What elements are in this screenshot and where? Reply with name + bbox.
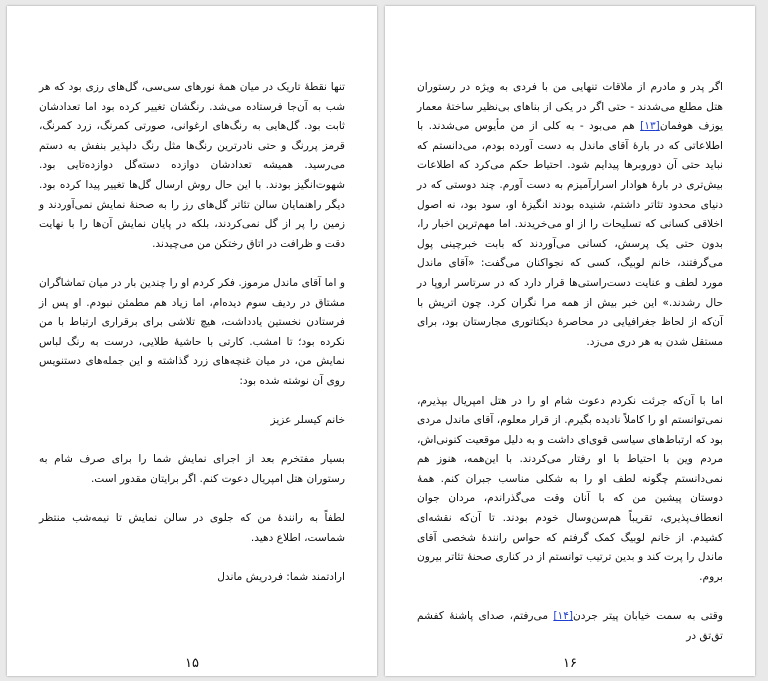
paragraph: و اما آقای ماندل مرموز. فکر کردم او را چندین بار در میان تماشاگران مشتاق در ردیف سوم دیده‌ام، اما زیاد هم مطمئن نبودم. او پس از فرستادن نخستین یادداشت، هیچ تلاشی برای برقراری ارتباط با من نکرده بود؛ تا امشب. کارتی با حاشیهٔ طلایی، درست به رنگ لباس نمایش من، در میان غنچه‌های زرد گذاشته و این جمله‌های دستنویس روی آن نوشته شده بود: (39, 276, 345, 387)
paragraph: اما با آن‌که جرئت نکردم دعوت شام او را در هتل امپریال بپذیرم، نمی‌توانستم او را کاملاً نادیده بگیرم. از قرار معلوم، آقای ماندل مردی بود که ارتباط‌های سیاسی قوی‌ای داشت و به دلیل موقعیت کنونی‌اش، مردم وین با احتیاط با او رفتار می‌کردند. با این‌همه، هنوز هم نمی‌دانستم چگونه لطف او را به شکلی مناسب جبران کنم. همهٔ دوستان پیشین من که با آنان وقت می‌گذراندم، مردان جوان انعطاف‌پذیری، تقریباً هم‌سن‌وسال خودم بودند. تا آن‌که نقشه‌ای کشیدم. از خانم لوبیگ کمک گرفتم که حواس رانندهٔ شخصی آقای ماندل را پرت کند و بدین ترتیب توانستم از در کناری صحنهٔ تئاتر بیرون بروم. (417, 394, 723, 583)
paragraph-text: وقتی به سمت خیابان پیتر جردن (573, 610, 723, 623)
paragraph (417, 607, 723, 646)
paragraph (417, 78, 723, 352)
footnote-link[interactable]: [۱۴] (553, 610, 574, 623)
page-right (385, 6, 755, 676)
page-right-text (417, 78, 723, 646)
page-number: ۱۵ (185, 656, 199, 671)
letter-body: بسیار مفتخرم بعد از اجرای نمایش شما را برای صرف شام به رستوران هتل امپریال دعوت کنم. اگر برایتان مقدور است. (39, 453, 345, 485)
paragraph-text: هم می‌بود - به کلی از من مأیوس می‌شدند. با اطلاعاتی که در بارهٔ آقای ماندل به دست آورده بودم، می‌دانستم که نباید حتی آن دوروبرها پیدایم شود. احتیاط حکم می‌کرد که اطلاعات بیش‌تری در بارهٔ هوادار اسرارآمیزم به دست آورم. چند دوستی که در دنیای محدود تئاتر داشتم، شنیده بودند انگیزهٔ او، سود بود، نه اصول اخلاقی کسانی که تسلیحات را از او می‌خریدند. اما مهم‌ترین اخبار را، بدون حتی یک پرسش، کسانی می‌آوردند که بابت خبرچینی پول می‌گرفتند، خانم لوبیگ، کسی که نجواکنان می‌گفت: «آقای ماندل مورد لطف و عنایت دست‌راستی‌ها قرار دارد که در سرتاسر اروپا در حال رشدند.» این خبر بیش از همه مرا نگران کرد. چون اتریش با آن‌که از لحاظ جغرافیایی در محاصرهٔ دیکتاتوری مجارستان بود، برای مستقل شدن به هر دری می‌زد. (417, 120, 723, 348)
footnote-link[interactable]: [۱۳] (640, 120, 660, 133)
letter-salutation: خانم کیسلر عزیز (270, 414, 345, 427)
paragraph-text: اگر پدر و مادرم از ملاقات تنهایی من با فردی به ویژه در رستوران هتل مطلع می‌شدند - حتی اگر در یکی از بناهای بی‌نظیر ساختهٔ معمار یوزف هوفمان (417, 81, 723, 133)
page-left-text (39, 78, 345, 587)
letter-body: لطفاً به راننده‌ٔ من که جلوی در سالن نمایش تا نیمه‌شب منتظر شماست، اطلاع دهید. (39, 512, 345, 544)
paragraph-text: می‌رفتم، صدای پاشنهٔ کفشم تق‌تق در (417, 610, 723, 642)
page-number: ۱۶ (563, 656, 577, 671)
letter-signature: ارادتمند شما: فردریش ماندل (217, 570, 345, 583)
page-left (7, 6, 377, 676)
paragraph: تنها نقطهٔ تاریک در میان همهٔ نورهای سی‌سی، گل‌های رزی بود که هر شب به آن‌جا فرستاده می‌شد. رنگشان تغییر کرده بود اما تعدادشان ثابت بود. گل‌هایی به رنگ‌های ارغوانی، صورتی کمرنگ، زرد کمرنگ، قرمز پررنگ و حتی نادرترین رنگ‌ها مثل رنگ دلپذیر بنفش به دستم می‌رسید. همیشه تعدادشان دوازده دسته‌گل دوازده‌تایی بود. شهوت‌انگیز بودند. با این حال روش ارسال گل‌ها تغییر پیدا کرده بود. دیگر راهنمایان سالن تئاتر گل‌های رز را به صحنهٔ نمایش نمی‌آوردند و زمین را پر از گل نمی‌کردند، بلکه در پایان نمایش آن‌ها را با نهایت دقت و ظرافت در اتاق رختکن من می‌چیدند. (39, 81, 345, 250)
